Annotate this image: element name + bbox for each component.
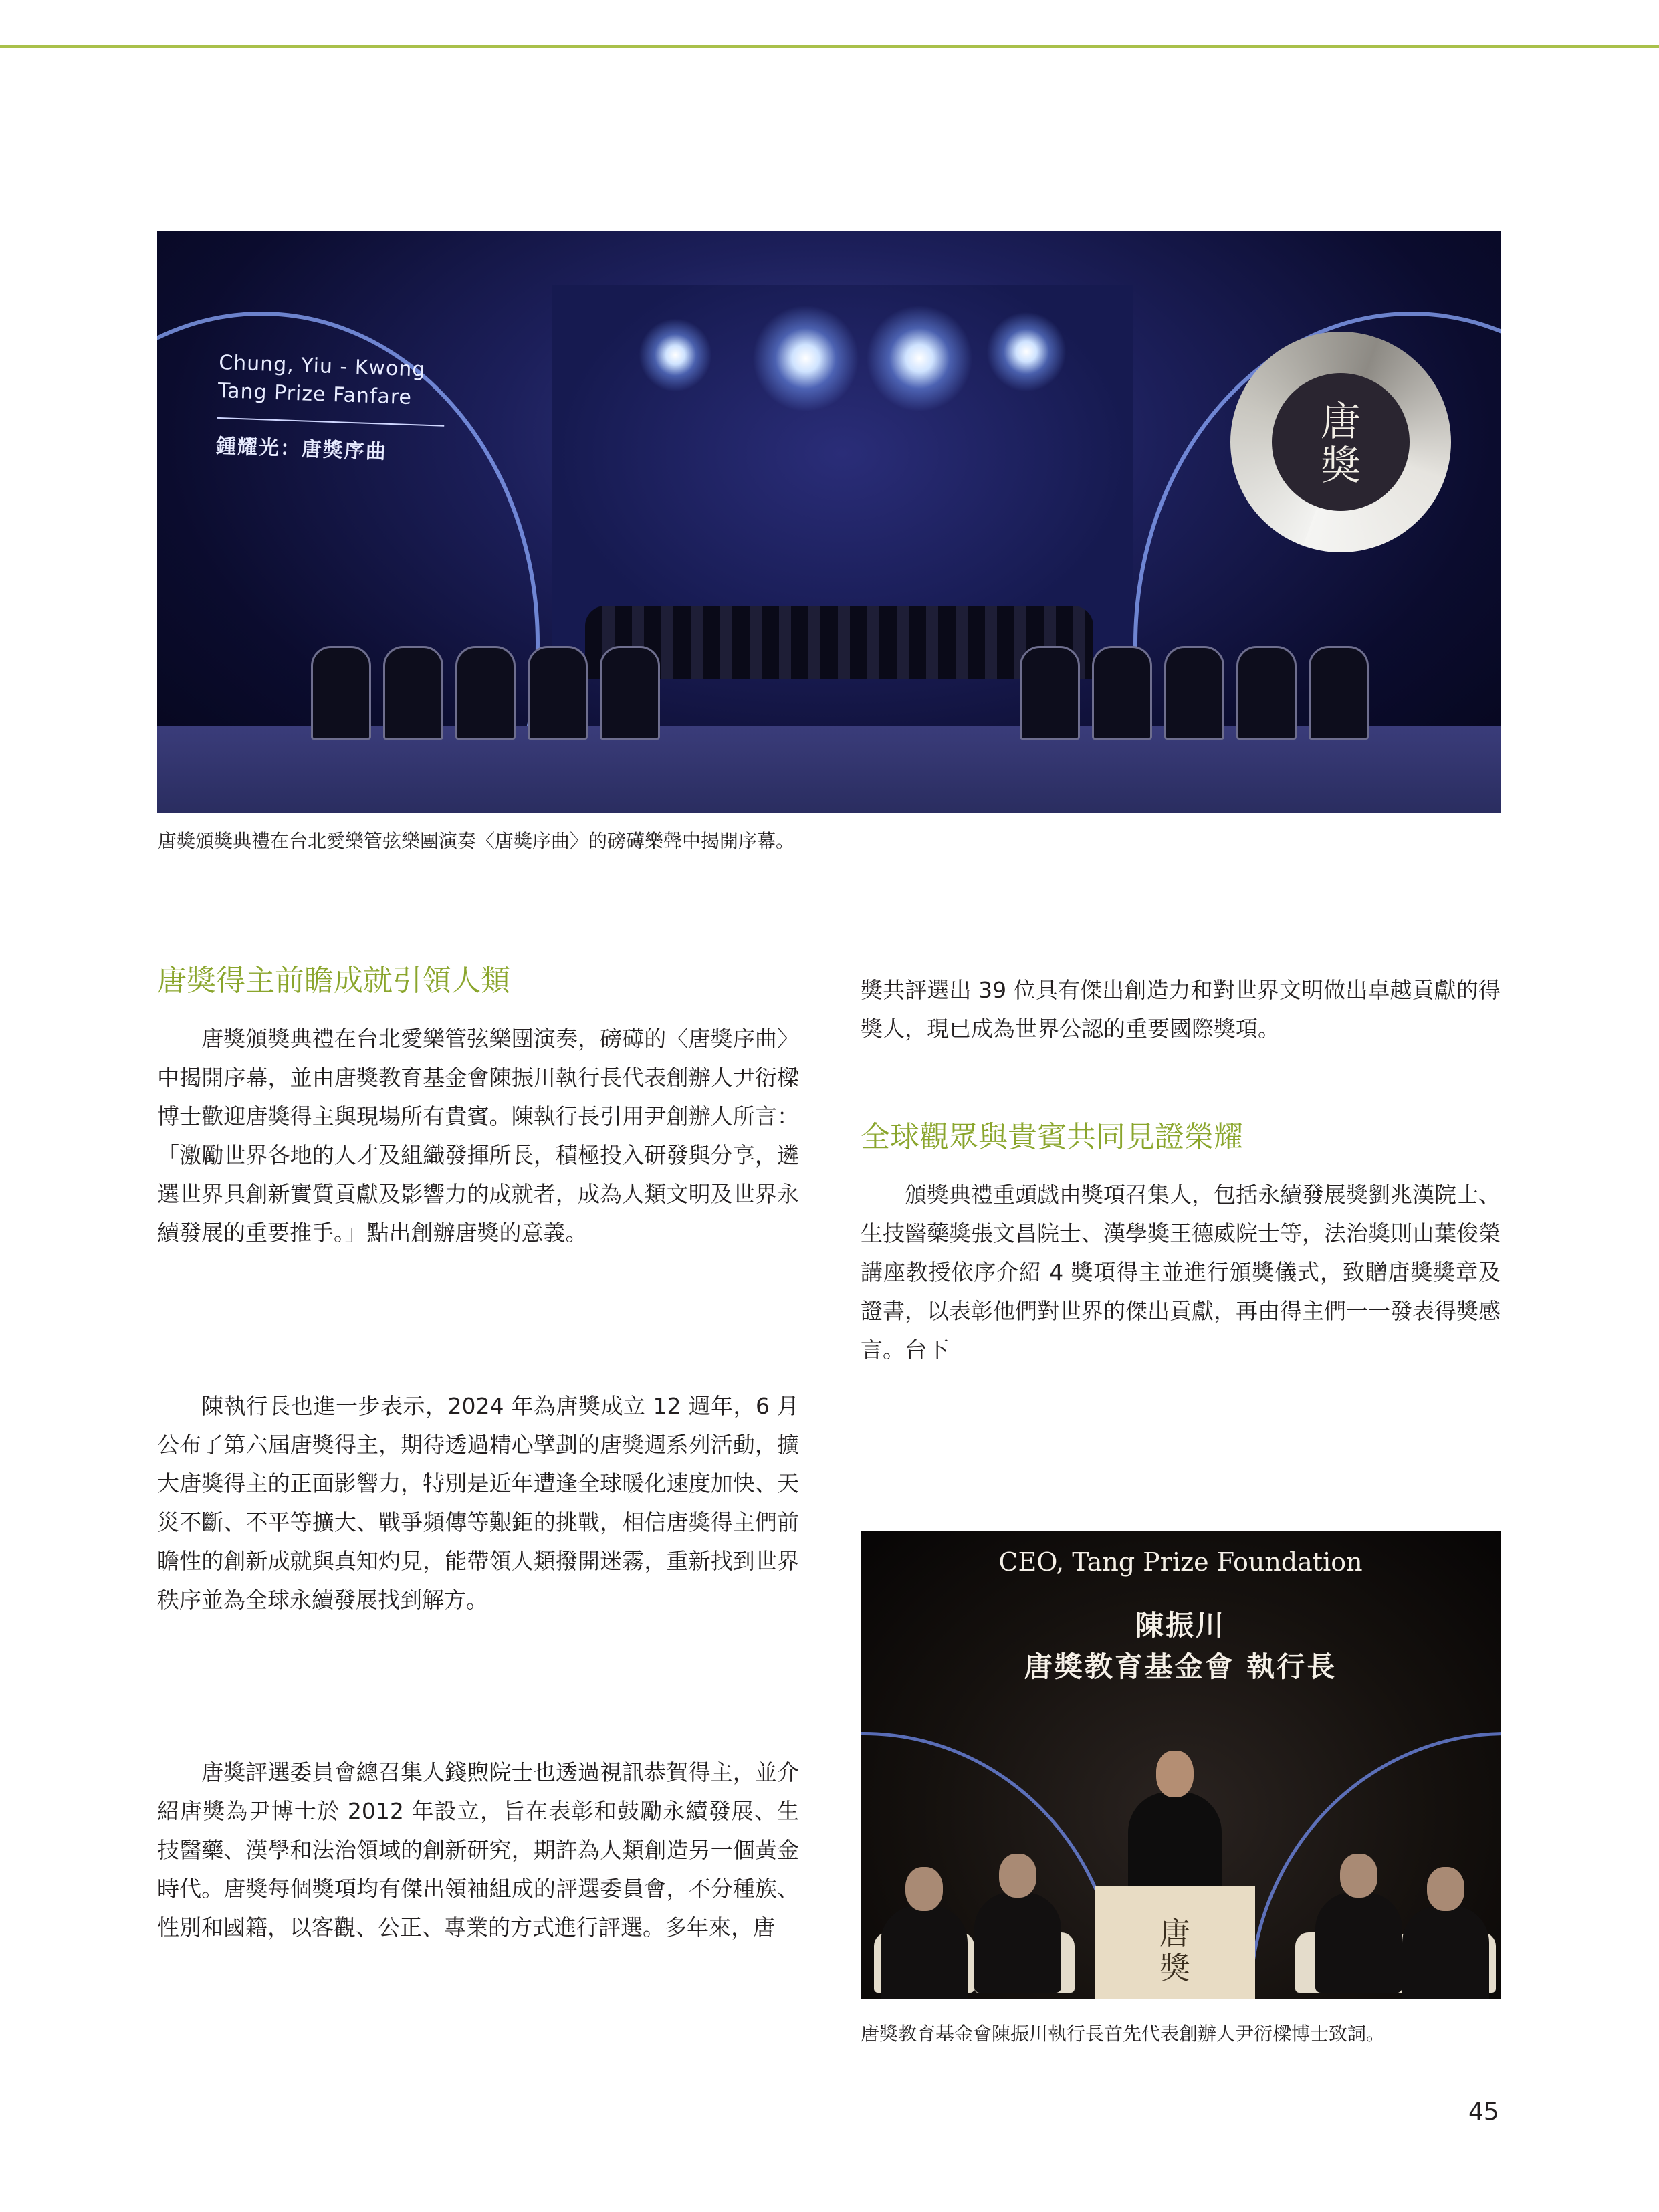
laureate-seats-right (1020, 646, 1369, 740)
section1-paragraph-3: 唐獎評選委員會總召集人錢煦院士也透過視訊恭賀得主，並介紹唐獎為尹博士於 2012 年設立，旨在表彰和鼓勵永續發展、生技醫藥、漢學和法治領域的創新研究，期許為人類創造另一個黃金時代。唐獎每個獎項均有傑出領袖組成的評選委員會，不分種族、性別和國籍，以客觀、公正、專業的方式進行評選。多年來，唐 (157, 1759, 799, 1941)
sign-zh: 鍾耀光：唐獎序曲 (215, 434, 388, 464)
section2-paragraph: 頒獎典禮重頭戲由獎項召集人，包括永續發展獎劉兆漢院士、生技醫藥獎張文昌院士、漢學獎王德威院士等，法治獎則由葉俊榮講座教授依序介紹 4 獎項得主並進行頒獎儀式，致贈唐獎獎章及證書，以表彰他們對世界的傑出貢獻，再由得主們一一發表得獎感言。台下 (861, 1182, 1501, 1363)
section1-paragraph-1: 唐獎頒獎典禮在台北愛樂管弦樂團演奏，磅礡的〈唐獎序曲〉中揭開序幕，並由唐獎教育基金會陳振川執行長代表創辦人尹衍樑博士歡迎唐獎得主與現場所有貴賓。陳執行長引用尹創辦人所言：「激勵世界各地的人才及組織發揮所長，積極投入研發與分享，遴選世界具創新實質貢獻及影響力的成就者，成為人類文明及世界永續發展的重要推手。」點出創辦唐獎的意義。 (157, 1026, 799, 1246)
section1-heading: 唐獎得主前瞻成就引領人類 (157, 964, 510, 998)
sign-en-line1: Chung, Yiu - Kwong (218, 350, 426, 382)
section2-heading: 全球觀眾與貴賓共同見證榮耀 (861, 1120, 1243, 1154)
medal-logo: 唐 獎 (1321, 399, 1361, 489)
speaker (1128, 1792, 1222, 1892)
podium (1095, 1886, 1255, 1999)
stage-light (866, 305, 973, 412)
screen-caption-en: CEO, Tang Prize Foundation (998, 1547, 1363, 1577)
photo2-caption: 唐獎教育基金會陳振川執行長首先代表創辦人尹衍樑博士致詞。 (861, 2023, 1386, 2045)
guest (1402, 1906, 1489, 1999)
photo1-caption: 唐獎頒獎典禮在台北愛樂管弦樂團演奏〈唐獎序曲〉的磅礡樂聲中揭開序幕。 (158, 830, 795, 852)
screen-caption-zh-1: 陳振川 (1135, 1609, 1226, 1642)
tang-prize-medal (1230, 332, 1451, 552)
stage-light (639, 318, 712, 392)
section1-paragraph-2: 陳執行長也進一步表示，2024 年為唐獎成立 12 週年，6 月公布了第六屆唐獎得主，期待透過精心擘劃的唐獎週系列活動，擴大唐獎得主的正面影響力，特別是近年遭逢全球暖化速度加快、天災不斷、不平等擴大、戰爭頻傳等艱鉅的挑戰，相信唐獎得主們前瞻性的創新成就與真知灼見，能帶領人類撥開迷霧，重新找到世界秩序並為全球永續發展找到解方。 (157, 1393, 799, 1613)
laureate-seats-left (311, 646, 660, 740)
ceo-speech-photo (861, 1531, 1501, 1999)
guest (881, 1906, 968, 1999)
sign-en-line2: Tang Prize Fanfare (217, 378, 413, 410)
sign-divider (217, 417, 444, 427)
fanfare-sign (215, 349, 566, 471)
podium-logo: 唐 獎 (1159, 1915, 1190, 1986)
orchestra (585, 606, 1093, 679)
top-rule (0, 45, 1659, 48)
stage-light (752, 305, 859, 412)
guest (1315, 1892, 1402, 1993)
screen-caption-zh-2: 唐獎教育基金會 執行長 (1024, 1650, 1337, 1683)
stage-light (986, 312, 1067, 392)
page-number: 45 (1468, 2098, 1499, 2126)
guest (974, 1892, 1061, 1993)
section1-continuation: 獎共評選出 39 位具有傑出創造力和對世界文明做出卓越貢獻的得獎人，現已成為世界公認的重要國際獎項。 (861, 977, 1501, 1042)
concert-photo (157, 231, 1501, 813)
